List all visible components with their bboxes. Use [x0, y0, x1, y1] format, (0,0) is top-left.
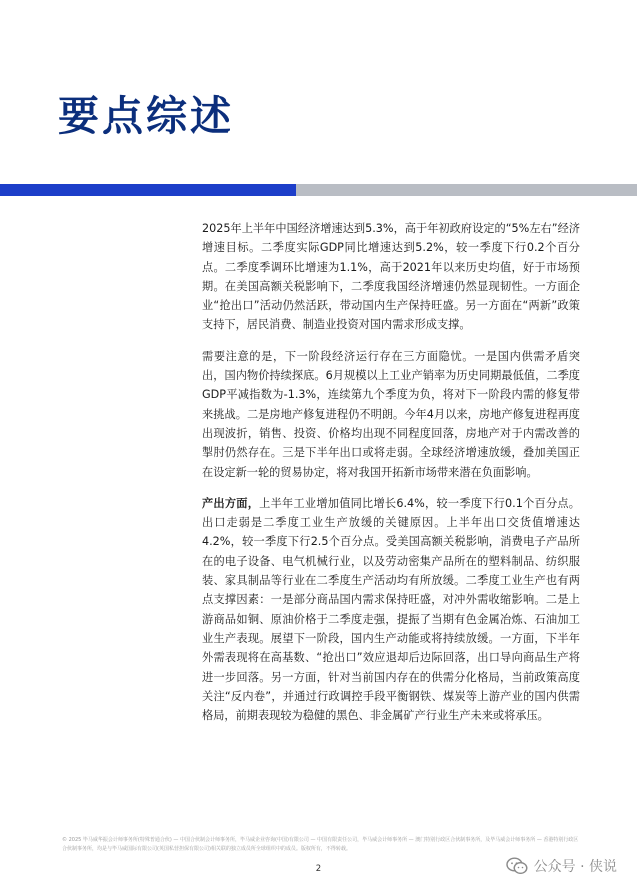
footer-disclaimer: © 2025 毕马威华振会计师事务所(特殊普通合伙) — 中国合伙制会计师事务所，毕马威企业咨询(中国)有限公司 — 中国有限责任公司，毕马威会计师事务所 — 澳门特别行政区合伙制事务所，及毕马威会计师事务所 — 香港特别行政区合伙制事务所，均是与毕马威国际有限公司(英国私营担保有限公司)相关联的独立成员所全球组织中的成员。版权所有，不得转载。 — [62, 837, 579, 852]
paragraph-growth — [202, 219, 580, 335]
header-band-light — [296, 184, 637, 196]
paragraph-text: 上半年工业增加值同比增长6.4%，较一季度下行0.1个百分点。出口走弱是二季度工业生产放缓的关键原因。上半年出口交货值增速达4.2%，较一季度下行2.5个百分点。受美国高额关税影响，消费电子产品所在的电子设备、电气机械行业，以及劳动密集产品所在的塑料制品、纺织服装、家具制品等行业在二季度生产活动均有所放缓。二季度工业生产也有两点支撑因素：一是部分商品国内需求保持旺盛，对冲外需收缩影响。二是上游商品如铜、原油价格于二季度走强，提振了当期有色金属冶炼、石油加工业生产表现。展望下一阶段，国内生产动能或将持续放缓。一方面，下半年外需表现将在高基数、“抢出口”效应退却后边际回落，出口导向商品生产将进一步回落。另一方面，针对当前国内存在的供需分化格局，当前政策高度关注“反内卷”，并通过行政调控手段平衡钢铁、煤炭等上游产业的国内供需格局，前期表现较为稳健的黑色、非金属矿产行业生产未来或将承压。 — [202, 496, 580, 723]
paragraph-output — [202, 494, 580, 726]
page-number: 2 — [315, 864, 322, 874]
wechat-watermark — [506, 856, 617, 876]
watermark-text: 公众号 · 侠说 — [533, 859, 617, 875]
paragraph-lead: 产出方面， — [202, 496, 260, 510]
header-band-dark — [0, 184, 296, 196]
paragraph-risks — [202, 347, 580, 482]
wechat-icon — [506, 857, 528, 875]
paragraph-text: 需要注意的是，下一阶段经济运行存在三方面隐忧。一是国内供需矛盾突出，国内物价持续探底。6月规模以上工业产销率为历史同期最低值，二季度GDP平减指数为-1.3%，连续第九个季度为负，将对下一阶段内需的修复带来挑战。二是房地产修复进程仍不明朗。今年4月以来，房地产修复进程再度出现波折，销售、投资、价格均出现不同程度回落，房地产对于内需改善的掣肘仍然存在。三是下半年出口或将走弱。全球经济增速放缓，叠加美国正在设定新一轮的贸易协定，将对我国开拓新市场带来潜在负面影响。 — [202, 349, 580, 479]
paragraph-text: 2025年上半年中国经济增速达到5.3%，高于年初政府设定的“5%左右”经济增速目标。二季度实际GDP同比增速达到5.2%，较一季度下行0.2个百分点。二季度季调环比增速为1.1%，高于2021年以来历史均值，好于市场预期。在美国高额关税影响下，二季度我国经济增速仍然显现韧性。一方面企业“抢出口”活动仍然活跃，带动国内生产保持旺盛。另一方面在“两新”政策支持下，居民消费、制造业投资对国内需求形成支撑。 — [202, 222, 580, 332]
summary-body — [202, 219, 580, 737]
page-title: 要点综述 — [58, 92, 234, 140]
